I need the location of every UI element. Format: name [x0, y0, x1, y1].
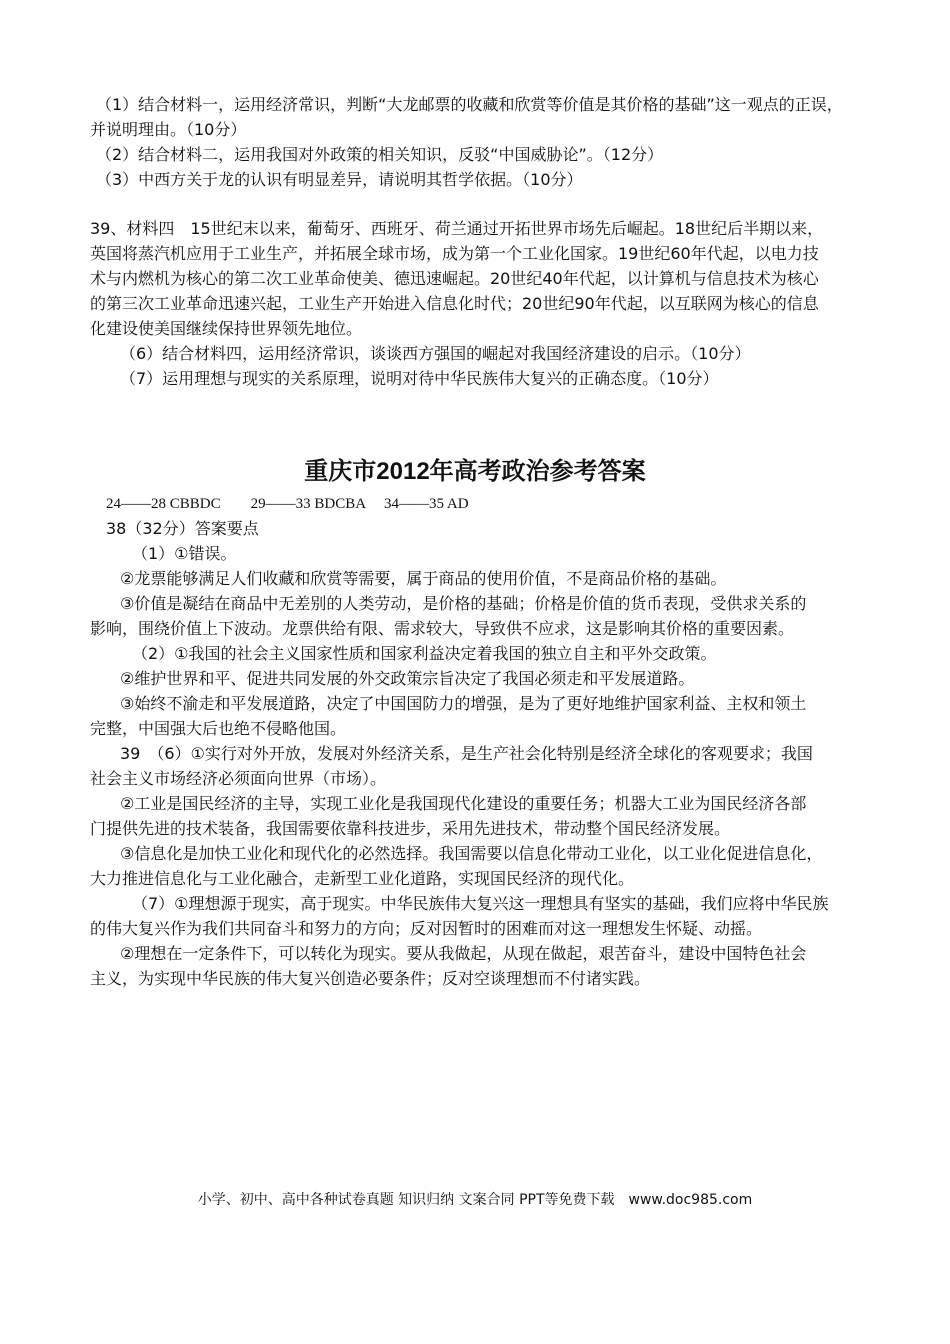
answer-38-2-point-3-line-1: ③始终不渝走和平发展道路，决定了中国国防力的增强，是为了更好地维护国家利益、主权和领土: [120, 694, 807, 713]
answer-key-title: 重庆市2012年高考政治参考答案: [304, 458, 646, 485]
answer-39-6-point-1-line-1: 39 （6）①实行对外开放，发展对外经济关系，是生产社会化特别是经济全球化的客观要求；我国: [120, 744, 813, 763]
material-4-line-3: 术与内燃机为核心的第二次工业革命使美、德迅速崛起。20世纪40年代起，以计算机与信息技术为核心: [90, 269, 819, 288]
question-39-7: （7）运用理想与现实的关系原理，说明对待中华民族伟大复兴的正确态度。（10分）: [120, 369, 719, 388]
question-38-1-line-2: 并说明理由。（10分）: [90, 120, 247, 139]
question-38-2: （2）结合材料二，运用我国对外政策的相关知识，反驳“中国威胁论”。（12分）: [96, 145, 664, 164]
material-4-line-1: 39、材料四 15世纪末以来，葡萄牙、西班牙、荷兰通过开拓世界市场先后崛起。18世纪后半期以来，: [90, 219, 824, 238]
choice-answers: 24——28 CBBDC 29——33 BDCBA 34——35 AD: [106, 496, 469, 512]
answer-38-1-point-3-line-1: ③价值是凝结在商品中无差别的人类劳动，是价格的基础；价格是价值的货币表现，受供求关系的: [120, 594, 807, 613]
answer-38-2-point-3-line-2: 完整，中国强大后也绝不侵略他国。: [90, 719, 347, 738]
question-38-1-line-1: （1）结合材料一，运用经济常识，判断“大龙邮票的收藏和欣赏等价值是其价格的基础”这一观点的正误，: [96, 95, 843, 114]
answer-39-7-point-2-line-1: ②理想在一定条件下，可以转化为现实。要从我做起，从现在做起，艰苦奋斗，建设中国特色社会: [120, 944, 807, 963]
answer-39-6-point-3-line-2: 大力推进信息化与工业化融合，走新型工业化道路，实现国民经济的现代化。: [90, 869, 635, 888]
question-39-6: （6）结合材料四，运用经济常识，谈谈西方强国的崛起对我国经济建设的启示。（10分）: [120, 344, 751, 363]
answer-38-1-point-3-line-2: 影响，围绕价值上下波动。龙票供给有限、需求较大，导致供不应求，这是影响其价格的重要因素。: [90, 619, 795, 638]
answer-39-6-point-3-line-1: ③信息化是加快工业化和现代化的必然选择。我国需要以信息化带动工业化，以工业化促进信息化，: [120, 844, 823, 863]
answer-39-6-point-2-line-2: 门提供先进的技术装备，我国需要依靠科技进步，采用先进技术，带动整个国民经济发展。: [90, 819, 731, 838]
answer-38-2-point-2: ②维护世界和平、促进共同发展的外交政策宗旨决定了我国必须走和平发展道路。: [120, 669, 695, 688]
answer-39-6-point-2-line-1: ②工业是国民经济的主导，实现工业化是我国现代化建设的重要任务；机器大工业为国民经济各部: [120, 794, 807, 813]
material-4-line-5: 化建设使美国继续保持世界领先地位。: [90, 319, 363, 338]
answer-38-heading: 38（32分）答案要点: [106, 519, 259, 538]
page-footer: 小学、初中、高中各种试卷真题 知识归纳 文案合同 PPT等免费下载 www.doc985.com: [197, 1192, 753, 1208]
material-4-line-2: 英国将蒸汽机应用于工业生产，并拓展全球市场，成为第一个工业化国家。19世纪60年代起，以电力技: [90, 244, 819, 263]
answer-38-2-point-1: （2）①我国的社会主义国家性质和国家利益决定着我国的独立自主和平外交政策。: [132, 644, 717, 663]
answer-39-7-point-1-line-2: 的伟大复兴作为我们共同奋斗和努力的方向；反对因暂时的困难而对这一理想发生怀疑、动摇。: [90, 919, 763, 938]
material-4-line-4: 的第三次工业革命迅速兴起，工业生产开始进入信息化时代；20世纪90年代起，以互联网为核心的信息: [90, 294, 819, 313]
question-38-3: （3）中西方关于龙的认识有明显差异，请说明其哲学依据。（10分）: [96, 170, 583, 189]
answer-39-7-point-1-line-1: （7）①理想源于现实，高于现实。中华民族伟大复兴这一理想具有坚实的基础，我们应将中华民族: [132, 894, 829, 913]
answer-39-7-point-2-line-2: 主义，为实现中华民族的伟大复兴创造必要条件；反对空谈理想而不付诸实践。: [90, 969, 651, 988]
answer-39-6-point-1-line-2: 社会主义市场经济必须面向世界（市场）。: [90, 769, 387, 788]
answer-38-1-point-2: ②龙票能够满足人们收藏和欣赏等需要，属于商品的使用价值，不是商品价格的基础。: [120, 569, 727, 588]
answer-38-1-point-1: （1）①错误。: [132, 544, 237, 563]
